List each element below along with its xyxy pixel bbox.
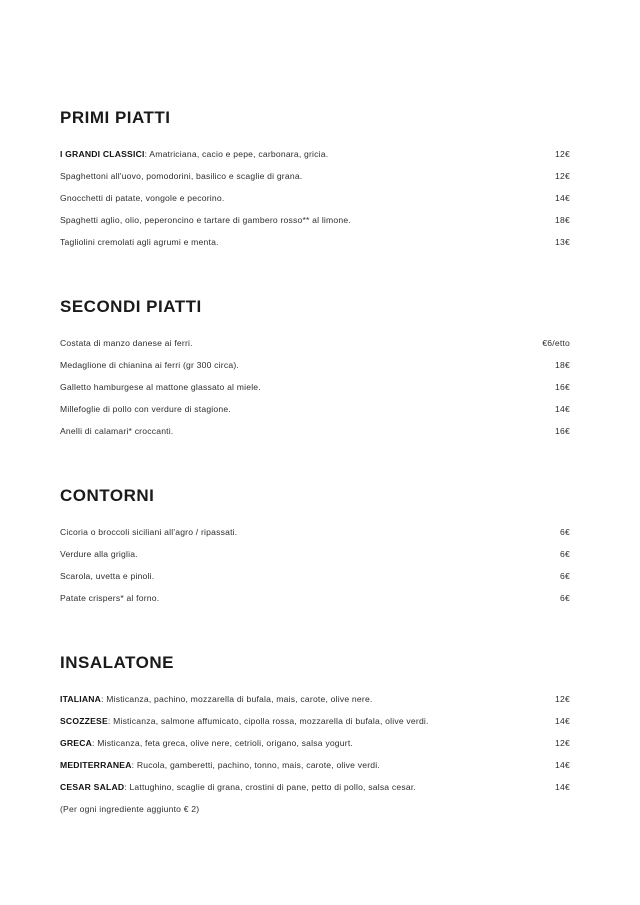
item-description: : Lattughino, scaglie di grana, crostini di pane, petto di pollo, salsa cesar. bbox=[124, 782, 417, 792]
menu-item bbox=[60, 354, 570, 376]
item-description: Costata di manzo danese ai ferri. bbox=[60, 338, 193, 348]
item-price: 6€ bbox=[560, 527, 570, 537]
section-insalatone bbox=[60, 652, 570, 820]
menu-item bbox=[60, 688, 570, 710]
menu-item bbox=[60, 231, 570, 253]
menu-item bbox=[60, 143, 570, 165]
item-price: 12€ bbox=[555, 738, 570, 748]
menu-item bbox=[60, 165, 570, 187]
item-name: SCOZZESE bbox=[60, 716, 108, 726]
item-price: 6€ bbox=[560, 593, 570, 603]
item-name: I GRANDI CLASSICI bbox=[60, 149, 145, 159]
menu-item bbox=[60, 398, 570, 420]
item-description: Tagliolini cremolati agli agrumi e menta. bbox=[60, 237, 219, 247]
menu-item bbox=[60, 209, 570, 231]
item-price: 18€ bbox=[555, 215, 570, 225]
item-description: Verdure alla griglia. bbox=[60, 549, 138, 559]
item-description: Anelli di calamari* croccanti. bbox=[60, 426, 174, 436]
item-price: 14€ bbox=[555, 404, 570, 414]
section-title: SECONDI PIATTI bbox=[60, 297, 202, 316]
section-title: INSALATONE bbox=[60, 653, 174, 672]
menu-item bbox=[60, 521, 570, 543]
extra-ingredient-note: (Per ogni ingrediente aggiunto € 2) bbox=[60, 804, 200, 814]
item-description: : Misticanza, feta greca, olive nere, cetrioli, origano, salsa yogurt. bbox=[92, 738, 353, 748]
menu-item bbox=[60, 332, 570, 354]
item-price: 16€ bbox=[555, 382, 570, 392]
item-price: 12€ bbox=[555, 171, 570, 181]
menu-item bbox=[60, 543, 570, 565]
item-price: 16€ bbox=[555, 426, 570, 436]
item-price: 6€ bbox=[560, 549, 570, 559]
item-name: CESAR SALAD bbox=[60, 782, 125, 792]
item-price: €6/etto bbox=[542, 338, 570, 348]
item-description: Galletto hamburgese al mattone glassato al miele. bbox=[60, 382, 261, 392]
item-price: 14€ bbox=[555, 716, 570, 726]
menu-item bbox=[60, 776, 570, 798]
item-price: 13€ bbox=[555, 237, 570, 247]
item-description: Gnocchetti di patate, vongole e pecorino. bbox=[60, 193, 225, 203]
item-description: Cicoria o broccoli siciliani all'agro / ripassati. bbox=[60, 527, 238, 537]
item-name: ITALIANA bbox=[60, 694, 102, 704]
menu-item bbox=[60, 565, 570, 587]
item-description: : Rucola, gamberetti, pachino, tonno, mais, carote, olive verdi. bbox=[131, 760, 380, 770]
item-price: 12€ bbox=[555, 694, 570, 704]
item-description: : Misticanza, pachino, mozzarella di bufala, mais, carote, olive nere. bbox=[101, 694, 373, 704]
item-price: 6€ bbox=[560, 571, 570, 581]
item-description: Spaghettoni all'uovo, pomodorini, basilico e scaglie di grana. bbox=[60, 171, 303, 181]
section-primi-piatti bbox=[60, 107, 570, 253]
menu-item bbox=[60, 587, 570, 609]
menu-item bbox=[60, 710, 570, 732]
item-description: Spaghetti aglio, olio, peperoncino e tartare di gambero rosso** al limone. bbox=[60, 215, 351, 225]
section-title: CONTORNI bbox=[60, 486, 155, 505]
item-description: : Misticanza, salmone affumicato, cipolla rossa, mozzarella di bufala, olive verdi. bbox=[107, 716, 429, 726]
item-price: 14€ bbox=[555, 782, 570, 792]
menu-item bbox=[60, 754, 570, 776]
item-price: 12€ bbox=[555, 149, 570, 159]
item-price: 18€ bbox=[555, 360, 570, 370]
item-description: Medaglione di chianina ai ferri (gr 300 circa). bbox=[60, 360, 239, 370]
item-description: Patate crispers* al forno. bbox=[60, 593, 160, 603]
item-description: Scarola, uvetta e pinoli. bbox=[60, 571, 155, 581]
section-contorni bbox=[60, 485, 570, 609]
item-price: 14€ bbox=[555, 760, 570, 770]
section-secondi-piatti bbox=[60, 296, 570, 442]
menu-item bbox=[60, 187, 570, 209]
section-title: PRIMI PIATTI bbox=[60, 108, 171, 127]
item-description: : Amatriciana, cacio e pepe, carbonara, gricia. bbox=[144, 149, 329, 159]
menu-item bbox=[60, 376, 570, 398]
menu-item bbox=[60, 420, 570, 442]
menu-item bbox=[60, 732, 570, 754]
item-name: GRECA bbox=[60, 738, 93, 748]
item-price: 14€ bbox=[555, 193, 570, 203]
item-description: Millefoglie di pollo con verdure di stagione. bbox=[60, 404, 231, 414]
item-name: MEDITERRANEA bbox=[60, 760, 132, 770]
